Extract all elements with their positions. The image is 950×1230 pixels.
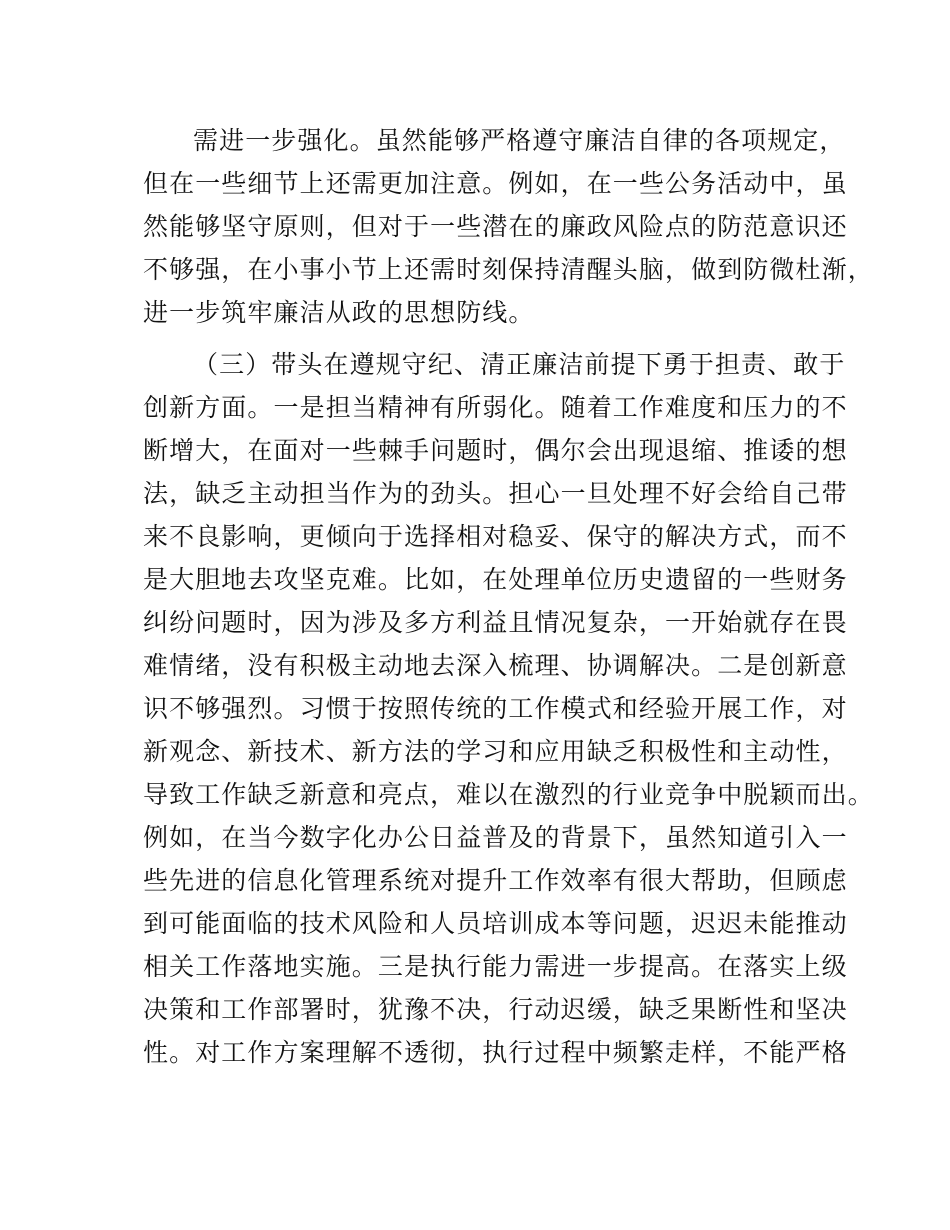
paragraph-2 [143, 343, 874, 1074]
text-line: 决策和工作部署时，犹豫不决，行动迟缓，缺乏果断性和坚决 [143, 995, 848, 1024]
text-line: 导致工作缺乏新意和亮点，难以在激烈的行业竞争中脱颖而出。 [143, 780, 874, 809]
text-line: 例如，在当今数字化办公日益普及的背景下，虽然知道引入一 [143, 823, 848, 852]
paragraph-1 [143, 119, 874, 334]
text-line: 新观念、新技术、新方法的学习和应用缺乏积极性和主动性， [143, 737, 848, 766]
text-line: 但在一些细节上还需更加注意。例如，在一些公务活动中，虽 [143, 169, 848, 198]
text-line: 难情绪，没有积极主动地去深入梳理、协调解决。二是创新意 [143, 651, 848, 680]
text-line: 然能够坚守原则，但对于一些潜在的廉政风险点的防范意识还 [143, 212, 848, 241]
text-line: 法，缺乏主动担当作为的劲头。担心一旦处理不好会给自己带 [143, 479, 848, 508]
text-line: 识不够强烈。习惯于按照传统的工作模式和经验开展工作，对 [143, 694, 848, 723]
text-line: 是大胆地去攻坚克难。比如，在处理单位历史遗留的一些财务 [143, 565, 848, 594]
text-line: 断增大，在面对一些棘手问题时，偶尔会出现退缩、推诿的想 [143, 436, 848, 465]
text-line: 来不良影响，更倾向于选择相对稳妥、保守的解决方式，而不 [143, 522, 848, 551]
text-line: 不够强，在小事小节上还需时刻保持清醒头脑，做到防微杜渐， [143, 255, 874, 284]
text-line: 需进一步强化。虽然能够严格遵守廉洁自律的各项规定， [193, 126, 846, 155]
document-page [143, 119, 874, 1083]
text-line: 纠纷问题时，因为涉及多方利益且情况复杂，一开始就存在畏 [143, 608, 848, 637]
text-line: 创新方面。一是担当精神有所弱化。随着工作难度和压力的不 [143, 393, 848, 422]
text-line: 进一步筑牢廉洁从政的思想防线。 [143, 298, 535, 327]
text-line: （三）带头在遵规守纪、清正廉洁前提下勇于担责、敢于 [193, 350, 846, 379]
text-line: 到可能面临的技术风险和人员培训成本等问题，迟迟未能推动 [143, 909, 848, 938]
text-line: 相关工作落地实施。三是执行能力需进一步提高。在落实上级 [143, 952, 848, 981]
text-line: 些先进的信息化管理系统对提升工作效率有很大帮助，但顾虑 [143, 866, 848, 895]
text-line: 性。对工作方案理解不透彻，执行过程中频繁走样，不能严格 [143, 1038, 848, 1067]
